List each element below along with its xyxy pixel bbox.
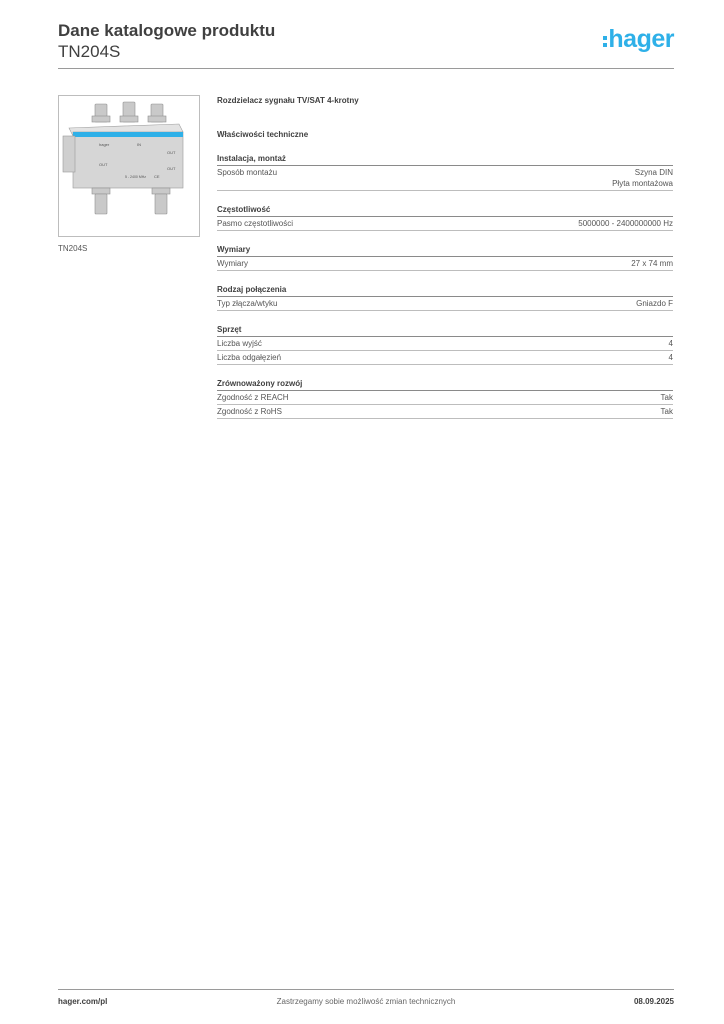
spec-value-line: 5000000 - 2400000000 Hz	[578, 219, 673, 228]
spec-section	[217, 205, 673, 231]
device-label-brand: hager	[99, 142, 110, 147]
spec-value-line: Gniazdo F	[636, 299, 673, 308]
spec-value-line: 4	[668, 353, 673, 362]
properties-title: Właściwości techniczne	[217, 130, 309, 139]
section-title: Sprzęt	[217, 325, 673, 337]
device-label-in: IN	[137, 142, 141, 147]
spec-label: Zgodność z REACH	[217, 393, 289, 402]
spec-value-line: 27 x 74 mm	[631, 259, 673, 268]
spec-sections	[217, 154, 673, 419]
spec-section	[217, 379, 673, 419]
footer-date: 08.09.2025	[633, 997, 674, 1006]
footer-divider	[58, 989, 674, 990]
spec-section	[217, 245, 673, 271]
spec-row	[217, 297, 673, 311]
section-title: Rodzaj połączenia	[217, 285, 673, 297]
spec-label: Wymiary	[217, 259, 249, 268]
hager-logo	[603, 26, 674, 52]
spec-value-line: 4	[668, 339, 673, 348]
spec-label: Liczba wyjść	[217, 339, 262, 348]
spec-section	[217, 285, 673, 311]
page-header	[58, 20, 674, 62]
spec-value	[669, 338, 673, 349]
spec-row	[217, 166, 673, 191]
device-label-freq: 5 - 2400 MHz	[125, 175, 147, 179]
spec-value	[578, 218, 673, 229]
device-label-out-right: OUT	[167, 166, 176, 171]
spec-label: Typ złącza/wtyku	[217, 299, 278, 308]
spec-section	[217, 325, 673, 365]
logo-dots-icon	[603, 36, 607, 47]
spec-row	[217, 217, 673, 231]
spec-row	[217, 257, 673, 271]
section-title: Wymiary	[217, 245, 673, 257]
spec-label: Pasmo częstotliwości	[217, 219, 294, 228]
section-title: Instalacja, montaż	[217, 154, 673, 166]
product-name: Rozdzielacz sygnału TV/SAT 4-krotny	[217, 96, 359, 105]
spec-row	[217, 405, 673, 419]
splitter-device-icon	[59, 96, 199, 236]
spec-row	[217, 337, 673, 351]
device-label-out-left: OUT	[99, 162, 108, 167]
device-label-ce: CE	[154, 174, 160, 179]
header-divider	[58, 68, 674, 69]
footer-website: hager.com/pl	[58, 997, 108, 1006]
spec-value-line: Tak	[660, 407, 673, 416]
section-title: Częstotliwość	[217, 205, 673, 217]
spec-value	[612, 167, 673, 189]
page-title: Dane katalogowe produktu	[58, 21, 276, 40]
logo-text: hager	[608, 25, 674, 53]
spec-value-line: Płyta montażowa	[612, 179, 673, 188]
spec-label: Sposób montażu	[217, 168, 278, 177]
footer-disclaimer: Zastrzegamy sobie możliwość zmian technicznych	[276, 997, 456, 1006]
spec-row	[217, 391, 673, 405]
spec-value	[661, 392, 673, 403]
device-label-out-top: OUT	[167, 150, 176, 155]
spec-row	[217, 351, 673, 365]
photo-caption: TN204S	[58, 244, 88, 253]
spec-label: Liczba odgałęzień	[217, 353, 282, 362]
spec-value	[631, 258, 673, 269]
spec-value-line: Tak	[660, 393, 673, 402]
spec-value	[661, 406, 673, 417]
spec-value	[636, 298, 673, 309]
spec-value-line: Szyna DIN	[634, 168, 673, 177]
product-code: TN204S	[58, 42, 121, 61]
spec-section	[217, 154, 673, 191]
section-title: Zrównoważony rozwój	[217, 379, 673, 391]
spec-value	[669, 352, 673, 363]
spec-label: Zgodność z RoHS	[217, 407, 282, 416]
product-photo	[58, 95, 200, 237]
product-details	[217, 96, 673, 419]
